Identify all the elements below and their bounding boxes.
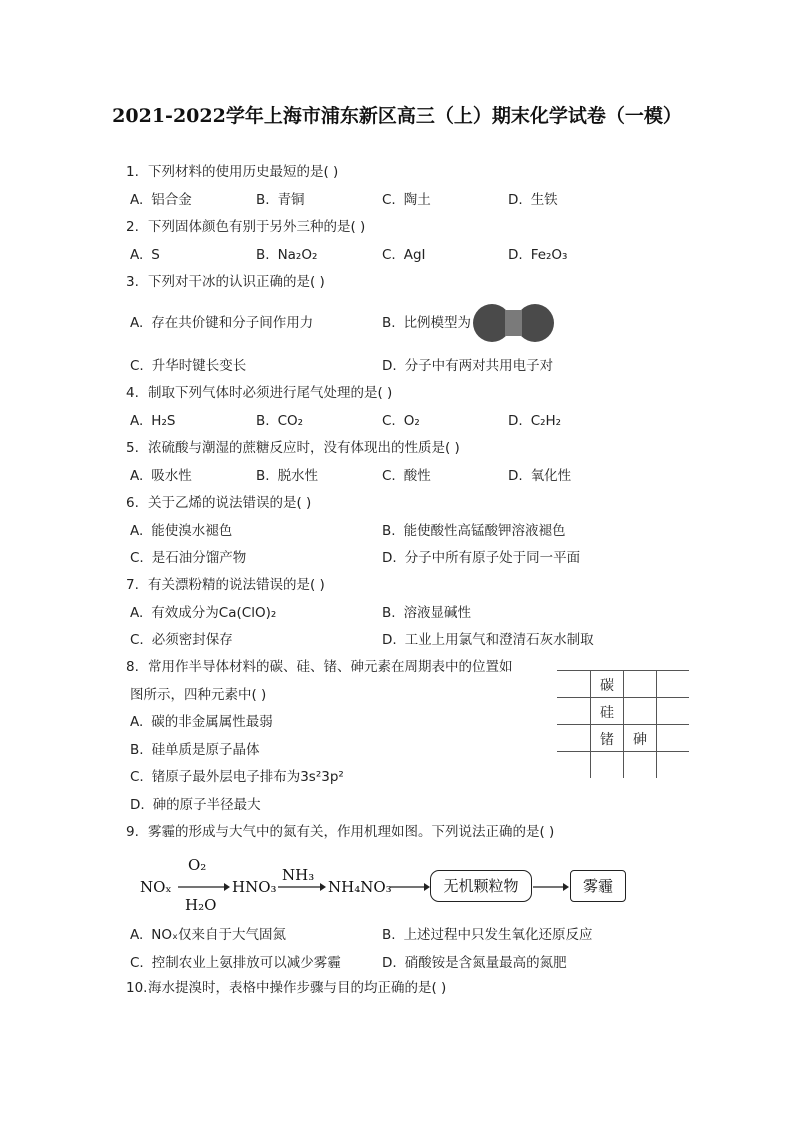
q3-option-a[interactable]: A. 存在共价键和分子间作用力: [130, 315, 314, 331]
q7-option-b[interactable]: B. 溶液显碱性: [382, 605, 472, 621]
question-stem: 浓硫酸与潮湿的蔗糖反应时，没有体现出的性质是( ): [148, 440, 460, 456]
question-7: 7. 有关漂粉精的说法错误的是( ): [126, 577, 325, 593]
diagram-hno3: HNO₃: [232, 878, 277, 896]
question-stem: 雾霾的形成与大气中的氮有关，作用机理如图。下列说法正确的是( ): [148, 824, 555, 840]
q6-option-c[interactable]: C. 是石油分馏产物: [130, 550, 247, 566]
question-1: 1. 下列材料的使用历史最短的是( ): [126, 164, 339, 180]
question-8: 8. 常用作半导体材料的碳、硅、锗、砷元素在周期表中的位置如: [126, 659, 513, 675]
question-stem: 下列材料的使用历史最短的是( ): [148, 164, 339, 180]
q7-option-d[interactable]: D. 工业上用氯气和澄清石灰水制取: [382, 632, 594, 648]
q8-option-a[interactable]: A. 碳的非金属属性最弱: [130, 714, 273, 730]
q1-option-c[interactable]: C. 陶土: [382, 192, 431, 208]
q6-option-a[interactable]: A. 能使溴水褪色: [130, 523, 233, 539]
q5-option-b[interactable]: B. 脱水性: [256, 468, 319, 484]
co2-space-filling-model-image: [472, 303, 556, 343]
element-carbon: 碳: [600, 678, 614, 694]
diagram-nh3: NH₃: [282, 866, 315, 884]
q6-option-b[interactable]: B. 能使酸性高锰酸钾溶液褪色: [382, 523, 566, 539]
q7-option-a[interactable]: A. 有效成分为Ca(ClO)₂: [130, 605, 277, 621]
question-stem: 下列固体颜色有别于另外三种的是( ): [148, 219, 366, 235]
q5-option-a[interactable]: A. 吸水性: [130, 468, 192, 484]
q2-option-d[interactable]: D. Fe₂O₃: [508, 247, 568, 263]
q2-option-c[interactable]: C. AgI: [382, 247, 426, 263]
question-4: 4. 制取下列气体时必须进行尾气处理的是( ): [126, 385, 393, 401]
q9-option-c[interactable]: C. 控制农业上氨排放可以减少雾霾: [130, 955, 341, 971]
question-5: 5. 浓硫酸与潮湿的蔗糖反应时，没有体现出的性质是( ): [126, 440, 460, 456]
question-10: 10.海水提溴时，表格中操作步骤与目的均正确的是( ): [126, 980, 447, 996]
q1-option-b[interactable]: B. 青铜: [256, 192, 305, 208]
arrow-icon: [533, 881, 569, 893]
diagram-haze-box: 雾霾: [570, 870, 626, 902]
question-stem: 有关漂粉精的说法错误的是( ): [148, 577, 325, 593]
diagram-inorganic-particles-box: 无机颗粒物: [430, 870, 532, 902]
question-stem: 海水提溴时，表格中操作步骤与目的均正确的是( ): [148, 980, 447, 996]
diagram-nox: NOₓ: [140, 878, 172, 896]
q4-option-b[interactable]: B. CO₂: [256, 413, 304, 429]
q1-option-a[interactable]: A. 铝合金: [130, 192, 192, 208]
question-8-stem-continued: 图所示，四种元素中( ): [130, 687, 267, 703]
arrow-icon: [390, 881, 430, 893]
diagram-h2o: H₂O: [185, 896, 217, 914]
q7-option-c[interactable]: C. 必须密封保存: [130, 632, 233, 648]
q8-option-b[interactable]: B. 硅单质是原子晶体: [130, 742, 260, 758]
q6-option-d[interactable]: D. 分子中所有原子处于同一平面: [382, 550, 581, 566]
question-stem: 制取下列气体时必须进行尾气处理的是( ): [148, 385, 393, 401]
q3-option-b[interactable]: B. 比例模型为: [382, 315, 472, 331]
diagram-o2: O₂: [188, 856, 207, 874]
q2-option-a[interactable]: A. S: [130, 247, 160, 263]
question-2: 2. 下列固体颜色有别于另外三种的是( ): [126, 219, 366, 235]
q9-option-d[interactable]: D. 硝酸铵是含氮量最高的氮肥: [382, 955, 567, 971]
element-silicon: 硅: [600, 705, 614, 721]
q9-option-a[interactable]: A. NOₓ仅来自于大气固氮: [130, 927, 287, 943]
arrow-icon: [178, 881, 230, 893]
question-stem: 关于乙烯的说法错误的是( ): [148, 495, 312, 511]
q8-option-c[interactable]: C. 锗原子最外层电子排布为3s²3p²: [130, 769, 344, 785]
q4-option-a[interactable]: A. H₂S: [130, 413, 176, 429]
q3-option-d[interactable]: D. 分子中有两对共用电子对: [382, 358, 554, 374]
element-germanium: 锗: [600, 732, 614, 748]
q8-option-d[interactable]: D. 砷的原子半径最大: [130, 797, 261, 813]
q1-option-d[interactable]: D. 生铁: [508, 192, 558, 208]
periodic-table-fragment: [557, 670, 689, 778]
q5-option-c[interactable]: C. 酸性: [382, 468, 431, 484]
question-6: 6. 关于乙烯的说法错误的是( ): [126, 495, 312, 511]
question-stem: 下列对干冰的认识正确的是( ): [148, 274, 325, 290]
arrow-icon: [278, 881, 326, 893]
element-arsenic: 砷: [633, 732, 647, 748]
q9-option-b[interactable]: B. 上述过程中只发生氧化还原反应: [382, 927, 593, 943]
q2-option-b[interactable]: B. Na₂O₂: [256, 247, 318, 263]
question-stem: 常用作半导体材料的碳、硅、锗、砷元素在周期表中的位置如: [148, 659, 513, 675]
q5-option-d[interactable]: D. 氧化性: [508, 468, 572, 484]
q3-option-c[interactable]: C. 升华时键长变长: [130, 358, 247, 374]
q4-option-d[interactable]: D. C₂H₂: [508, 413, 562, 429]
q4-option-c[interactable]: C. O₂: [382, 413, 420, 429]
question-3: 3. 下列对干冰的认识正确的是( ): [126, 274, 325, 290]
page-title: 2021-2022学年上海市浦东新区高三（上）期末化学试卷（一模）: [112, 105, 682, 127]
diagram-nh4no3: NH₄NO₃: [328, 878, 392, 896]
question-9: 9. 雾霾的形成与大气中的氮有关，作用机理如图。下列说法正确的是( ): [126, 824, 555, 840]
